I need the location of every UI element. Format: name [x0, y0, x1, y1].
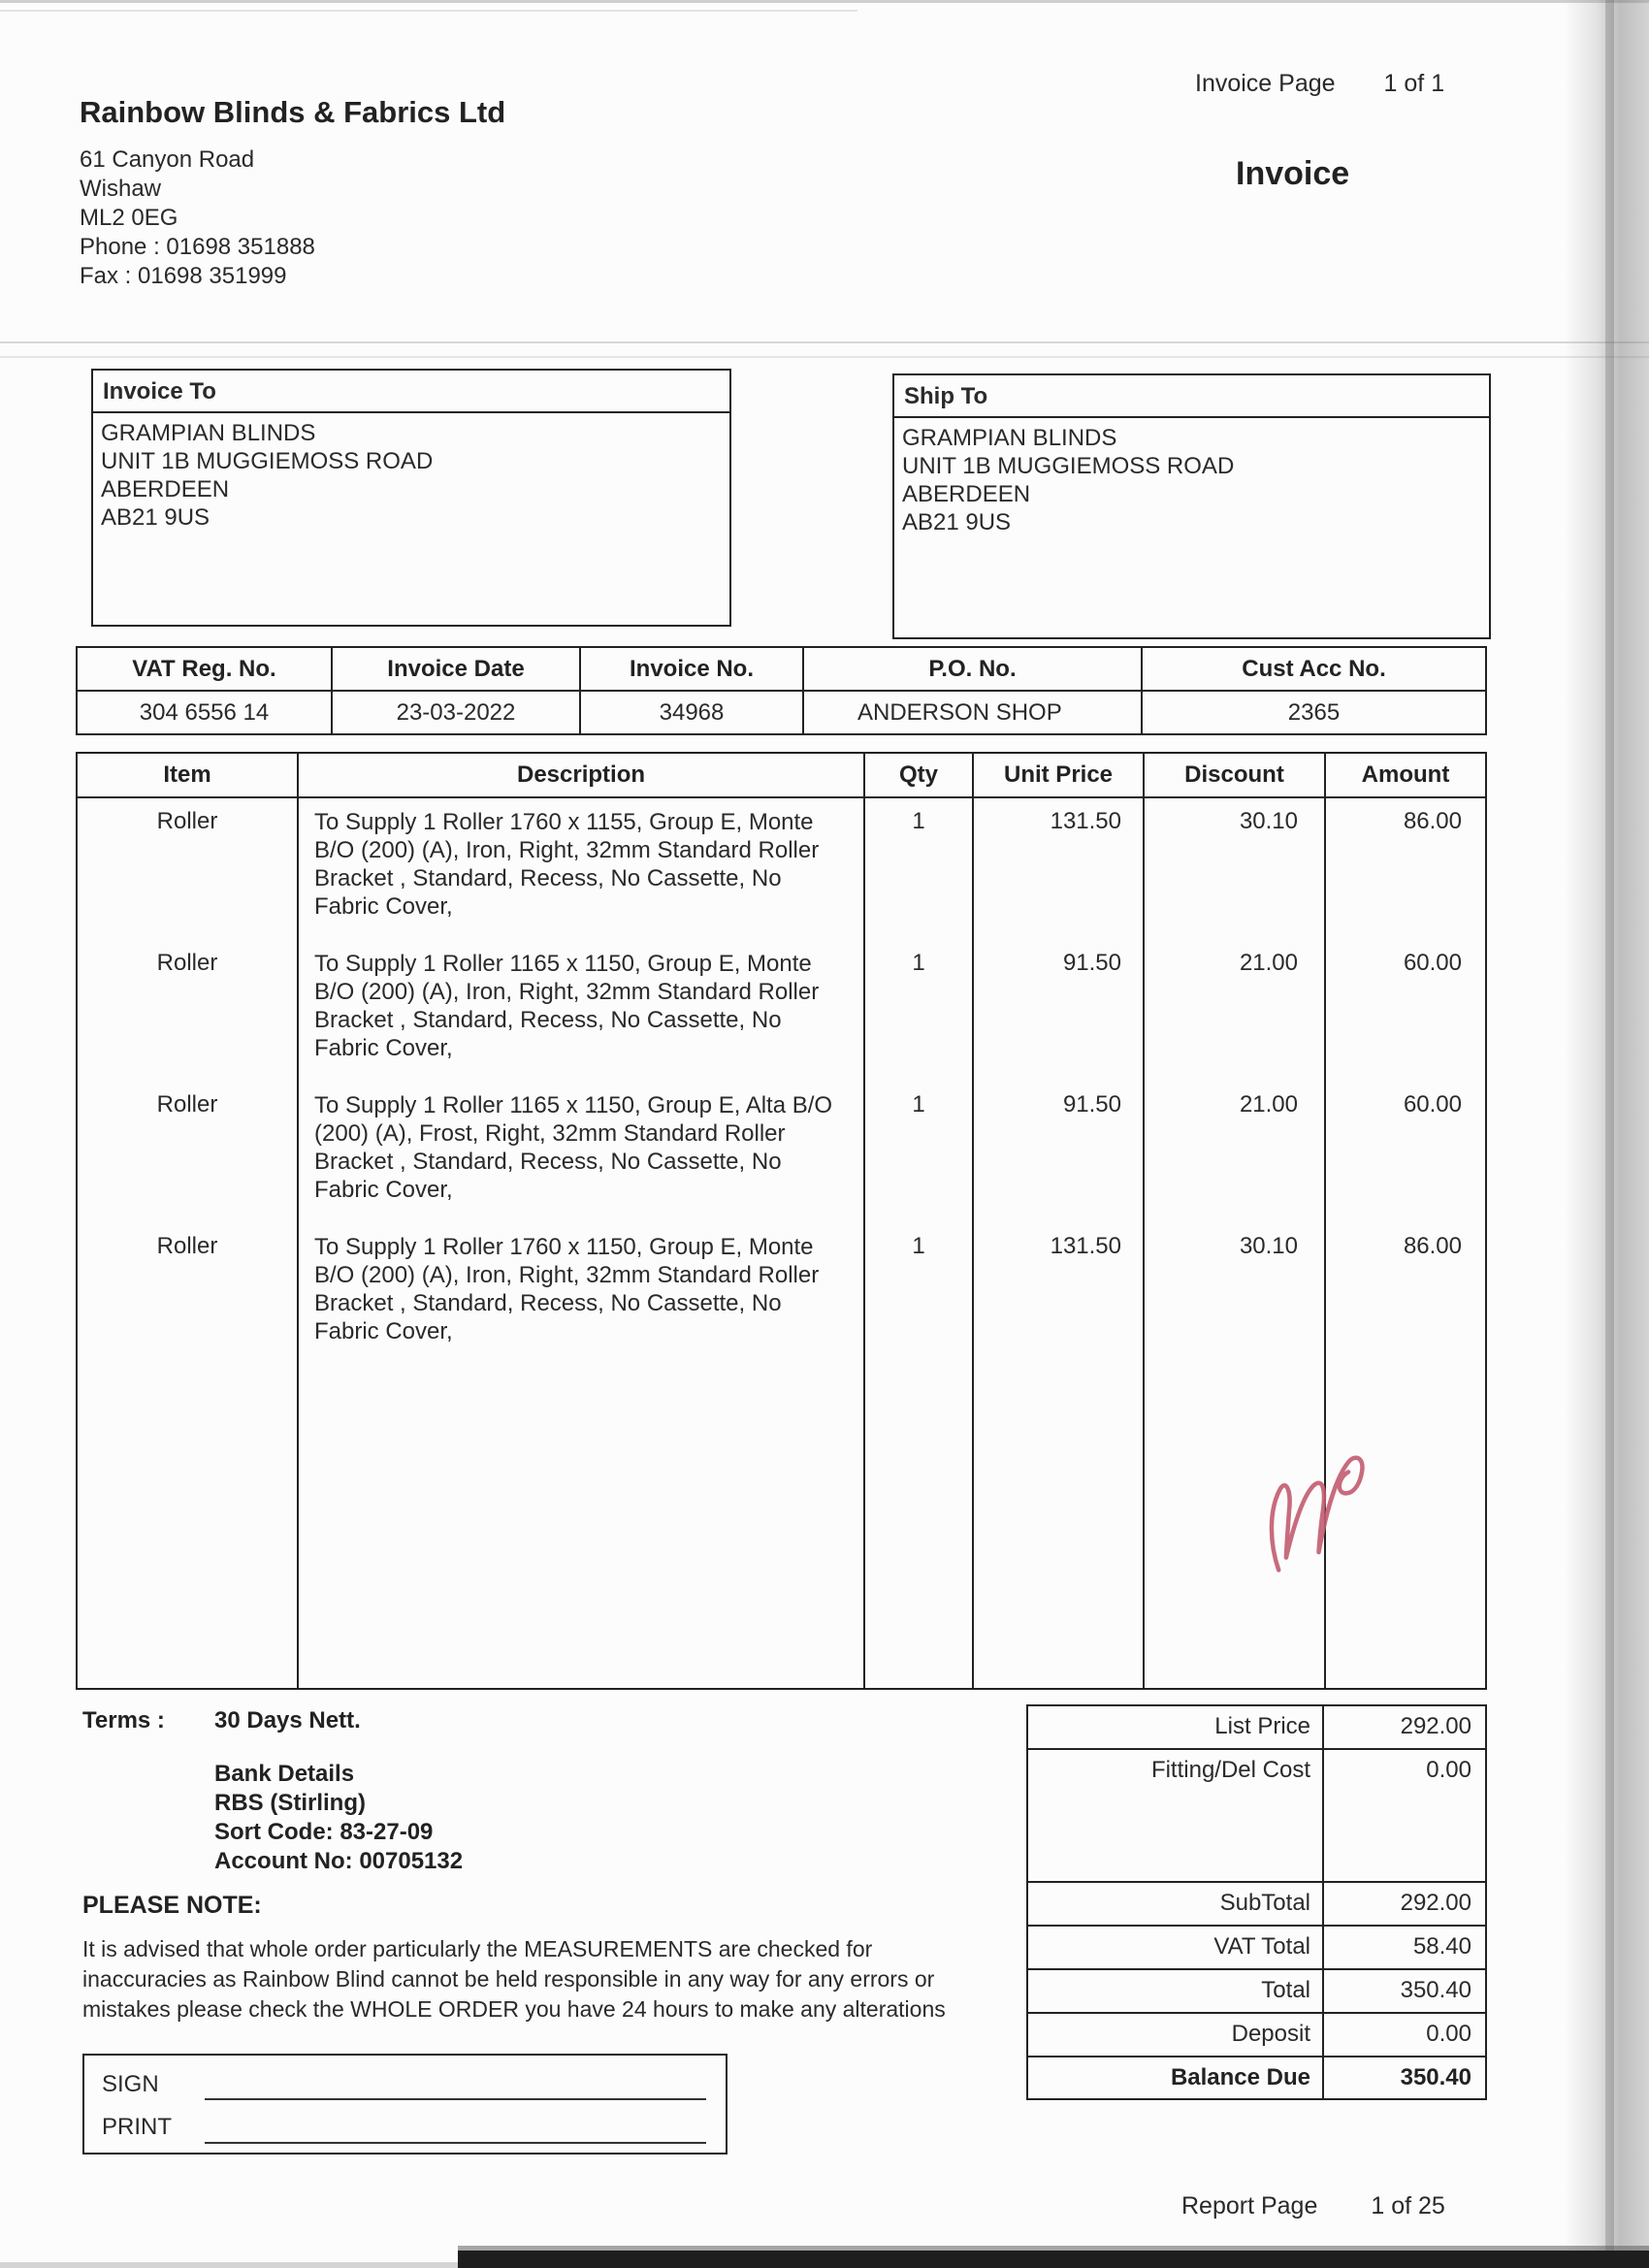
totals-label: Balance Due — [1028, 2057, 1324, 2098]
item-discount: 21.00 — [1145, 1082, 1326, 1223]
item-name: Roller — [78, 1223, 299, 1365]
meta-value-invoice-no: 34968 — [581, 692, 804, 733]
invoice-page-label: Invoice Page — [1195, 70, 1336, 97]
scan-artifact-bottom-bar — [458, 2251, 1649, 2268]
meta-value-cust-acc: 2365 — [1287, 699, 1341, 726]
ship-to-label: Ship To — [894, 375, 1489, 418]
invoice-title: Invoice — [1236, 155, 1350, 192]
item-amount: 86.00 — [1403, 1233, 1462, 1259]
terms-value: 30 Days Nett. — [214, 1707, 361, 1733]
company-phone: Phone : 01698 351888 — [80, 234, 315, 260]
items-header-amount: Amount — [1326, 754, 1485, 798]
bank-account-no: Account No: 00705132 — [214, 1848, 464, 1874]
meta-value-vat-reg: 304 6556 14 — [78, 692, 333, 733]
report-page-indicator — [1181, 2192, 1445, 2220]
items-header-item: Item — [78, 754, 299, 798]
item-qty: 1 — [865, 798, 974, 940]
item-description: To Supply 1 Roller 1760 x 1150, Group E, Monte B/O (200) (A), Iron, Right, 32mm Standard Roller Bracket , Standard, Recess, No Cassette, No Fabric Cover, — [299, 1223, 865, 1365]
company-fax: Fax : 01698 351999 — [80, 263, 287, 289]
scan-artifact-bottom-edge — [458, 2246, 1649, 2251]
totals-value: 0.00 — [1426, 1757, 1471, 1783]
sign-label: SIGN — [102, 2071, 159, 2097]
invoice-to-line: ABERDEEN — [101, 476, 230, 502]
sign-line — [205, 2098, 706, 2100]
table-row — [78, 1082, 1485, 1223]
totals-label: VAT Total — [1028, 1927, 1324, 1968]
totals-label: Fitting/Del Cost — [1028, 1750, 1324, 1881]
company-address-line: 61 Canyon Road — [80, 146, 255, 173]
invoice-to-line: AB21 9US — [101, 504, 210, 531]
print-line — [205, 2142, 706, 2144]
item-discount: 30.10 — [1145, 798, 1326, 940]
meta-header-invoice-date: Invoice Date — [333, 648, 581, 692]
item-unit-price: 131.50 — [974, 798, 1145, 940]
totals-row-total — [1028, 1970, 1485, 2014]
ship-to-line: UNIT 1B MUGGIEMOSS ROAD — [902, 453, 1235, 479]
ship-to-address — [894, 418, 1489, 536]
item-amount: 60.00 — [1403, 1091, 1462, 1118]
scan-artifact-right-edge — [1564, 0, 1649, 2268]
scan-artifact-right-edge-line — [1605, 0, 1614, 2268]
totals-label: Total — [1028, 1970, 1324, 2012]
table-row — [78, 1223, 1485, 1365]
invoice-page-indicator — [1195, 70, 1444, 98]
bank-name: RBS (Stirling) — [214, 1790, 366, 1816]
ship-to-line: GRAMPIAN BLINDS — [902, 425, 1117, 451]
items-header-discount: Discount — [1145, 754, 1326, 798]
item-description: To Supply 1 Roller 1165 x 1150, Group E, Alta B/O (200) (A), Frost, Right, 32mm Standard Roller Bracket , Standard, Recess, No Cassette, No Fabric Cover, — [299, 1082, 865, 1223]
report-page-label: Report Page — [1181, 2192, 1318, 2219]
totals-row-subtotal — [1028, 1883, 1485, 1927]
totals-label: List Price — [1028, 1706, 1324, 1748]
please-note-title: PLEASE NOTE: — [82, 1892, 262, 1919]
totals-value: 292.00 — [1400, 1713, 1471, 1739]
meta-header-invoice-no: Invoice No. — [581, 648, 804, 692]
report-page-value: 1 of 25 — [1371, 2192, 1445, 2219]
items-header-unit-price: Unit Price — [974, 754, 1145, 798]
item-qty: 1 — [865, 1082, 974, 1223]
invoice-to-address — [93, 413, 729, 532]
invoice-meta-table — [76, 646, 1487, 735]
totals-row-deposit — [1028, 2014, 1485, 2057]
invoice-to-box — [91, 369, 731, 627]
scan-artifact-top-edge — [0, 10, 857, 12]
item-description: To Supply 1 Roller 1760 x 1155, Group E, Monte B/O (200) (A), Iron, Right, 32mm Standard Roller Bracket , Standard, Recess, No Cassette, No Fabric Cover, — [299, 798, 865, 940]
meta-value-row — [78, 692, 1485, 733]
item-unit-price: 131.50 — [974, 1223, 1145, 1365]
totals-row-balance-due — [1028, 2057, 1485, 2098]
invoice-to-line: UNIT 1B MUGGIEMOSS ROAD — [101, 448, 434, 474]
meta-value-invoice-date: 23-03-2022 — [333, 692, 581, 733]
item-amount: 60.00 — [1403, 950, 1462, 976]
totals-value: 0.00 — [1426, 2021, 1471, 2047]
totals-value: 350.40 — [1400, 2064, 1471, 2090]
item-discount: 21.00 — [1145, 940, 1326, 1082]
item-qty: 1 — [865, 1223, 974, 1365]
meta-header-row — [78, 648, 1485, 692]
totals-row-list-price — [1028, 1706, 1485, 1750]
print-label: PRINT — [102, 2114, 172, 2140]
items-header-description: Description — [299, 754, 865, 798]
totals-row-vat-total — [1028, 1927, 1485, 1970]
bank-details-title: Bank Details — [214, 1761, 355, 1787]
invoice-to-line: GRAMPIAN BLINDS — [101, 420, 316, 446]
item-name: Roller — [78, 798, 299, 940]
ship-to-line: AB21 9US — [902, 509, 1012, 535]
scan-artifact-top-edge — [0, 0, 1649, 3]
totals-value: 350.40 — [1400, 1977, 1471, 2003]
handwritten-scribble — [1251, 1432, 1382, 1589]
totals-box — [1026, 1704, 1487, 2100]
terms-label: Terms : — [82, 1707, 165, 1733]
invoice-to-label: Invoice To — [93, 371, 729, 413]
item-name: Roller — [78, 940, 299, 1082]
invoice-page-value: 1 of 1 — [1383, 70, 1445, 97]
scan-artifact-streak — [0, 356, 1649, 358]
items-header-qty: Qty — [865, 754, 974, 798]
ship-to-box — [892, 373, 1491, 639]
totals-row-fitting-del — [1028, 1750, 1485, 1883]
items-header-row — [78, 754, 1485, 798]
meta-header-cust-acc: Cust Acc No. — [1143, 648, 1485, 692]
meta-header-vat-reg: VAT Reg. No. — [78, 648, 333, 692]
company-address-line: Wishaw — [80, 176, 162, 202]
item-unit-price: 91.50 — [974, 940, 1145, 1082]
ship-to-line: ABERDEEN — [902, 481, 1031, 507]
company-name: Rainbow Blinds & Fabrics Ltd — [80, 95, 506, 129]
item-description: To Supply 1 Roller 1165 x 1150, Group E, Monte B/O (200) (A), Iron, Right, 32mm Standard Roller Bracket , Standard, Recess, No Cassette, No Fabric Cover, — [299, 940, 865, 1082]
please-note-body: It is advised that whole order particularly the MEASUREMENTS are checked for inaccuracies as Rainbow Blind cannot be held responsible in any way for any errors or mistakes please check the WHOLE ORDER you have 24 hours to make any alterations — [82, 1936, 946, 2022]
signature-box — [82, 2054, 728, 2155]
meta-header-po-no: P.O. No. — [804, 648, 1143, 692]
item-discount: 30.10 — [1145, 1223, 1326, 1365]
table-row — [78, 940, 1485, 1082]
company-address — [80, 146, 315, 291]
item-unit-price: 91.50 — [974, 1082, 1145, 1223]
bank-details — [214, 1760, 463, 1876]
scan-artifact-streak — [0, 341, 1649, 343]
company-address-line: ML2 0EG — [80, 205, 178, 231]
totals-label: SubTotal — [1028, 1883, 1324, 1925]
totals-label: Deposit — [1028, 2014, 1324, 2056]
item-qty: 1 — [865, 940, 974, 1082]
bank-sort-code: Sort Code: 83-27-09 — [214, 1819, 434, 1845]
totals-value: 292.00 — [1400, 1890, 1471, 1916]
scan-artifact-bottom-edge — [0, 2262, 458, 2268]
meta-value-po-no: ANDERSON SHOP — [804, 692, 1143, 733]
item-amount: 86.00 — [1403, 808, 1462, 834]
item-name: Roller — [78, 1082, 299, 1223]
table-row — [78, 798, 1485, 940]
totals-value: 58.40 — [1412, 1933, 1471, 1960]
